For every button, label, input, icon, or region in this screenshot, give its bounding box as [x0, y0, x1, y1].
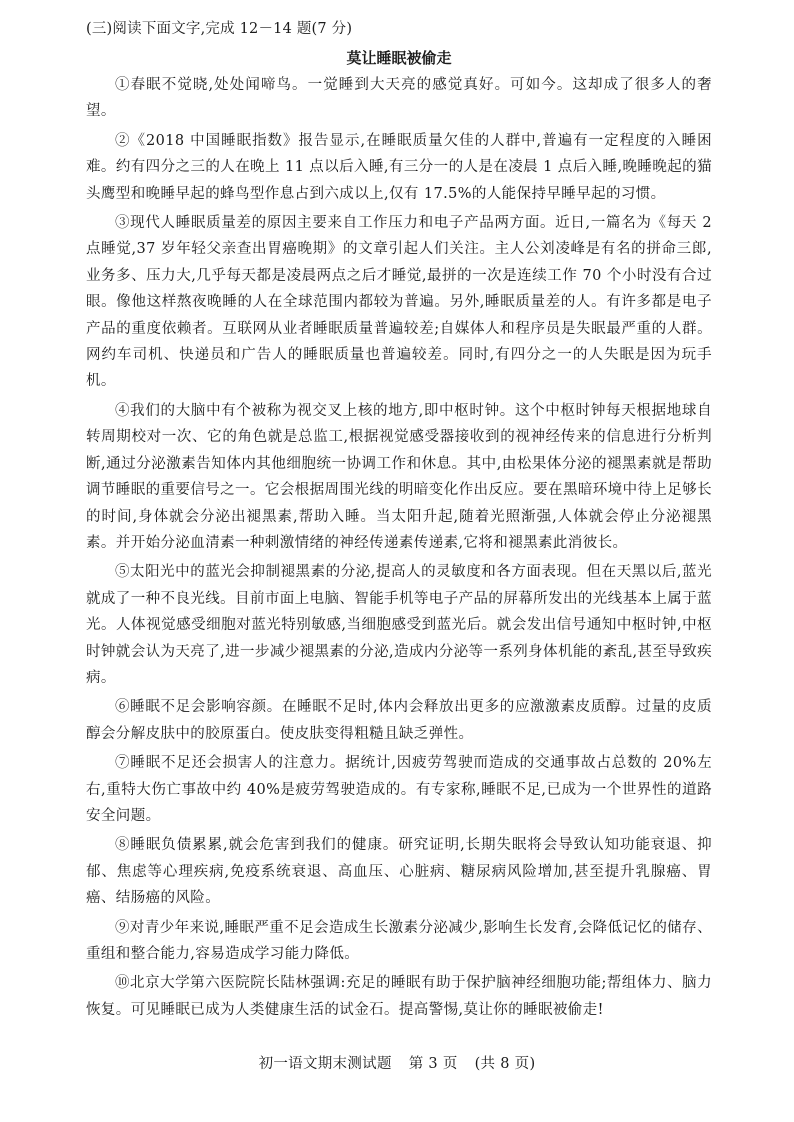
paragraph-4: ④我们的大脑中有个被称为视交叉上核的地方,即中枢时钟。这个中枢时钟每天根据地球自转周期校对一次、它的角色就是总监工,根据视觉感受器接收到的视神经传来的信息进行分析判断,通过分泌激素告知体内其他细胞统一协调工作和休息。其中,由松果体分泌的褪黑素就是帮助调节睡眠的重要信号之一。它会根据周围光线的明暗变化作出反应。要在黑暗环境中待上足够长的时间,身体就会分泌出褪黑素,帮助入睡。当太阳升起,随着光照渐强,人体就会停止分泌褪黑素。并开始分泌血清素一种刺激情绪的神经传递素传递素,它将和褪黑素此消彼长。: [86, 402, 712, 551]
article-title: 莫让睡眠被偷走: [346, 49, 452, 67]
paragraph-6: ⑥睡眠不足会影响容颜。在睡眠不足时,体内会释放出更多的应激激素皮质醇。过量的皮质醇会分解皮肤中的胶原蛋白。使皮肤变得粗糙且缺乏弹性。: [86, 699, 712, 742]
paragraph-8: ⑧睡眠负债累累,就会危害到我们的健康。研究证明,长期失眠将会导致认知功能衰退、抑郁、焦虑等心理疾病,免疫系统衰退、高血压、心脏病、糖尿病风险增加,甚至提升乳腺癌、胃癌、结肠癌的风险。: [86, 837, 712, 907]
footer-total-pages: (共 8 页): [474, 1056, 536, 1072]
paragraph-2: ②《2018 中国睡眠指数》报告显示,在睡眠质量欠佳的人群中,普遍有一定程度的入睡困难。约有四分之三的人在晚上 11 点以后入睡,有三分一的人是在凌晨 1 点后入睡,晚睡晚起的猫头鹰型和晚睡早起的蜂鸟型作息占到六成以上,仅有 17.5%的人能保持早睡早起的习惯。: [86, 132, 712, 202]
paragraph-9: ⑨对青少年来说,睡眠严重不足会造成生长激素分泌减少,影响生长发育,会降低记忆的储存、重组和整合能力,容易造成学习能力降低。: [86, 919, 712, 962]
footer-exam-title: 初一语文期末测试题: [258, 1056, 392, 1072]
paragraph-3: ③现代人睡眠质量差的原因主要来自工作压力和电子产品两方面。近日,一篇名为《每天 2 点睡觉,37 岁年轻父亲查出胃癌晚期》的文章引起人们关注。主人公刘凌峰是有名的拼命三郎,业务多、压力大,几乎每天都是凌晨两点之后才睡觉,最拼的一次是连续工作 70 个小时没有合过眼。像他这样熬夜晚睡的人在全球范围内都较为普遍。另外,睡眠质量差的人。有许多都是电子产品的重度依赖者。互联网从业者睡眠质量普遍较差;自媒体人和程序员是失眠最严重的人群。网约车司机、快递员和广告人的睡眠质量也普遍较差。同时,有四分之一的人失眠是因为玩手机。: [86, 215, 712, 390]
footer-page-number: 第 3 页: [408, 1056, 458, 1072]
paragraph-10: ⑩北京大学第六医院院长陆林强调:充足的睡眠有助于保护脑神经细胞功能;帮组体力、脑力恢复。可见睡眠已成为人类健康生活的试金石。提高警惕,莫让你的睡眠被偷走!: [86, 975, 712, 1018]
section-header: (三)阅读下面文字,完成 12－14 题(7 分): [86, 21, 353, 37]
page-footer: [0, 1052, 794, 1076]
paragraph-5: ⑤太阳光中的蓝光会抑制褪黑素的分泌,提高人的灵敏度和各方面表现。但在天黑以后,蓝光就成了一种不良光线。目前市面上电脑、智能手机等电子产品的屏幕所发出的光线基本上属于蓝光。人体视觉感受细胞对蓝光特别敏感,当细胞感受到蓝光后。就会发出信号通知中枢时钟,中枢时钟就会认为天亮了,进一步减少褪黑素的分泌,造成内分泌等一系列身体机能的紊乱,甚至导致疾病。: [86, 564, 712, 686]
paragraph-1: ①春眠不觉晓,处处闻啼鸟。一觉睡到大天亮的感觉真好。可如今。这却成了很多人的奢望。: [86, 77, 712, 120]
article-body: [86, 72, 712, 1023]
paragraph-7: ⑦睡眠不足还会损害人的注意力。据统计,因疲劳驾驶而造成的交通事故占总数的 20%左右,重特大伤亡事故中约 40%是疲劳驾驶造成的。有专家称,睡眠不足,已成为一个世界性的道路安全问题。: [86, 755, 712, 824]
